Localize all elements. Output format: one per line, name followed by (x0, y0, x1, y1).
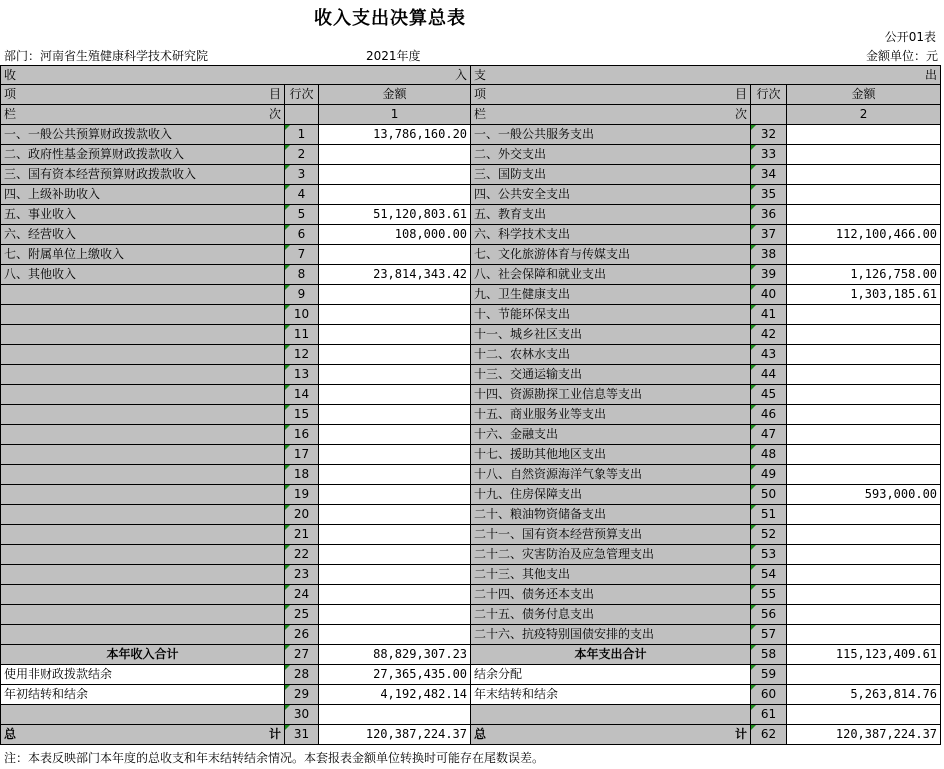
income-line-number[interactable]: 24 (285, 585, 319, 605)
income-line-number[interactable]: 1 (285, 125, 319, 145)
expense-line-number[interactable]: 49 (751, 465, 787, 485)
expense-item-name[interactable]: 十二、农林水支出 (471, 345, 751, 365)
income-amount[interactable] (319, 385, 471, 405)
expense-amount[interactable] (787, 165, 941, 185)
expense-item-name[interactable]: 二十三、其他支出 (471, 565, 751, 585)
income-amount[interactable] (319, 305, 471, 325)
ending-carryover-amount[interactable]: 5,263,814.76 (787, 685, 941, 705)
income-line-number[interactable]: 17 (285, 445, 319, 465)
income-amount[interactable] (319, 405, 471, 425)
expense-item-name[interactable]: 七、文化旅游体育与传媒支出 (471, 245, 751, 265)
expense-amount[interactable] (787, 385, 941, 405)
table-row (1, 525, 941, 545)
income-item-name[interactable] (1, 285, 285, 305)
expense-item-name[interactable]: 四、公共安全支出 (471, 185, 751, 205)
income-amount[interactable] (319, 325, 471, 345)
income-item-name[interactable] (1, 545, 285, 565)
table-row (1, 365, 941, 385)
expense-item-name[interactable]: 二十、粮油物资储备支出 (471, 505, 751, 525)
income-amount[interactable] (319, 145, 471, 165)
expense-line-number[interactable]: 52 (751, 525, 787, 545)
expense-line-number[interactable]: 38 (751, 245, 787, 265)
grand-total-right: 计 (268, 727, 281, 741)
income-amount[interactable]: 51,120,803.61 (319, 205, 471, 225)
surplus-distribution-amount[interactable] (787, 665, 941, 685)
expense-column-header[interactable] (471, 105, 751, 125)
income-amount[interactable] (319, 625, 471, 645)
grand-total-row (1, 725, 941, 745)
blank-expense-label[interactable] (471, 705, 751, 725)
carryover-row (1, 685, 941, 705)
income-amount[interactable] (319, 585, 471, 605)
expense-line-number[interactable]: 56 (751, 605, 787, 625)
expense-line-number[interactable]: 37 (751, 225, 787, 245)
expense-line-number[interactable]: 53 (751, 545, 787, 565)
income-amount[interactable] (319, 445, 471, 465)
amount-unit: 金额单位：元 (865, 49, 938, 63)
expense-amount[interactable]: 1,303,185.61 (787, 285, 941, 305)
income-item-name[interactable]: 五、事业收入 (1, 205, 285, 225)
income-item-name[interactable] (1, 465, 285, 485)
income-amount[interactable] (319, 565, 471, 585)
income-amount[interactable]: 13,786,160.20 (319, 125, 471, 145)
nonfiscal-label[interactable]: 使用非财政拨款结余 (1, 665, 285, 685)
expense-amount[interactable] (787, 445, 941, 465)
income-column-number[interactable]: 1 (319, 105, 471, 125)
income-item-name[interactable]: 三、国有资本经营预算财政拨款收入 (1, 165, 285, 185)
expense-amount[interactable] (787, 465, 941, 485)
income-item-name[interactable] (1, 405, 285, 425)
expense-line-number[interactable]: 41 (751, 305, 787, 325)
expense-item-name[interactable]: 二十四、债务还本支出 (471, 585, 751, 605)
footnote: 注：本表反映部门本年度的总收支和年末结转结余情况。本套报表金额单位转换时可能存在尾数误差。 (4, 751, 545, 765)
income-item-name[interactable] (1, 625, 285, 645)
income-line-number[interactable]: 10 (285, 305, 319, 325)
income-amount[interactable] (319, 185, 471, 205)
expense-lineno-header[interactable]: 行次 (751, 85, 787, 105)
income-line-number[interactable]: 16 (285, 425, 319, 445)
expense-amount[interactable] (787, 365, 941, 385)
blank-expense-amount[interactable] (787, 705, 941, 725)
income-item-name[interactable] (1, 305, 285, 325)
expense-item-name[interactable]: 二十二、灾害防治及应急管理支出 (471, 545, 751, 565)
expense-amount[interactable] (787, 305, 941, 325)
blank-expense-lineno[interactable]: 61 (751, 705, 787, 725)
table-row (1, 625, 941, 645)
expense-item-name[interactable]: 九、卫生健康支出 (471, 285, 751, 305)
column-header-left: 栏 (474, 107, 487, 121)
expense-item-name[interactable]: 十一、城乡社区支出 (471, 325, 751, 345)
income-item-name[interactable]: 六、经营收入 (1, 225, 285, 245)
table-row (1, 145, 941, 165)
income-line-number[interactable]: 11 (285, 325, 319, 345)
beginning-carryover-lineno[interactable]: 29 (285, 685, 319, 705)
item-header-left: 项 (4, 87, 17, 101)
income-header-left: 收 (4, 68, 17, 82)
income-line-number[interactable]: 21 (285, 525, 319, 545)
income-item-name[interactable]: 七、附属单位上缴收入 (1, 245, 285, 265)
expense-amount[interactable] (787, 325, 941, 345)
table-row (1, 225, 941, 245)
expense-header-left: 支 (474, 68, 487, 82)
nonfiscal-row (1, 665, 941, 685)
income-line-number[interactable]: 22 (285, 545, 319, 565)
income-item-header[interactable] (1, 85, 285, 105)
income-item-name[interactable]: 八、其他收入 (1, 265, 285, 285)
expense-item-name[interactable]: 十六、金融支出 (471, 425, 751, 445)
expense-amount[interactable] (787, 625, 941, 645)
year-expense-total-amount[interactable]: 115,123,409.61 (787, 645, 941, 665)
column-header-left: 栏 (4, 107, 17, 121)
blank-row (1, 705, 941, 725)
header-row-item (1, 85, 941, 105)
grand-total-left: 总 (4, 727, 17, 741)
income-amount[interactable] (319, 365, 471, 385)
table-row (1, 565, 941, 585)
blank-income-label[interactable] (1, 705, 285, 725)
income-line-number[interactable]: 4 (285, 185, 319, 205)
income-item-name[interactable] (1, 325, 285, 345)
ending-carryover-label[interactable]: 年末结转和结余 (471, 685, 751, 705)
expense-item-name[interactable]: 二、外交支出 (471, 145, 751, 165)
income-header-cell[interactable] (1, 66, 471, 85)
income-amount[interactable] (319, 465, 471, 485)
expense-item-name[interactable]: 十、节能环保支出 (471, 305, 751, 325)
expense-line-number[interactable]: 40 (751, 285, 787, 305)
expense-amount[interactable] (787, 205, 941, 225)
income-item-name[interactable]: 二、政府性基金预算财政拨款收入 (1, 145, 285, 165)
expense-amount[interactable] (787, 605, 941, 625)
fiscal-year: 2021年度 (366, 49, 421, 63)
grand-expense-total-label[interactable] (471, 725, 751, 745)
income-amount[interactable]: 108,000.00 (319, 225, 471, 245)
table-row (1, 185, 941, 205)
expense-item-name[interactable]: 二十五、债务付息支出 (471, 605, 751, 625)
income-amount[interactable] (319, 165, 471, 185)
expense-amount[interactable] (787, 525, 941, 545)
expense-item-name[interactable]: 十七、援助其他地区支出 (471, 445, 751, 465)
table-row (1, 465, 941, 485)
income-line-number[interactable]: 26 (285, 625, 319, 645)
table-row (1, 605, 941, 625)
table-row (1, 385, 941, 405)
expense-item-name[interactable]: 六、科学技术支出 (471, 225, 751, 245)
expense-item-name[interactable]: 一、一般公共服务支出 (471, 125, 751, 145)
item-header-right: 目 (268, 87, 281, 101)
year-income-total-lineno[interactable]: 27 (285, 645, 319, 665)
report-title: 收入支出决算总表 (314, 8, 466, 29)
income-line-number[interactable]: 19 (285, 485, 319, 505)
income-line-number[interactable]: 8 (285, 265, 319, 285)
table-row (1, 445, 941, 465)
expense-line-number[interactable]: 54 (751, 565, 787, 585)
income-line-number[interactable]: 9 (285, 285, 319, 305)
beginning-carryover-label[interactable]: 年初结转和结余 (1, 685, 285, 705)
expense-amount[interactable] (787, 185, 941, 205)
income-line-number[interactable]: 7 (285, 245, 319, 265)
income-item-name[interactable] (1, 485, 285, 505)
table-row (1, 125, 941, 145)
expense-line-number[interactable]: 33 (751, 145, 787, 165)
expense-amount[interactable] (787, 125, 941, 145)
expense-item-name[interactable]: 十三、交通运输支出 (471, 365, 751, 385)
income-item-name[interactable]: 四、上级补助收入 (1, 185, 285, 205)
item-header-left: 项 (474, 87, 487, 101)
expense-line-number[interactable]: 47 (751, 425, 787, 445)
column-header-right: 次 (735, 107, 748, 121)
nonfiscal-amount[interactable]: 27,365,435.00 (319, 665, 471, 685)
income-line-number[interactable]: 25 (285, 605, 319, 625)
expense-item-header[interactable] (471, 85, 751, 105)
expense-amount[interactable] (787, 585, 941, 605)
ending-carryover-lineno[interactable]: 60 (751, 685, 787, 705)
income-item-name[interactable]: 一、一般公共预算财政拨款收入 (1, 125, 285, 145)
expense-column-blank[interactable] (751, 105, 787, 125)
table-row (1, 345, 941, 365)
grand-income-total-lineno[interactable]: 31 (285, 725, 319, 745)
income-amount[interactable] (319, 245, 471, 265)
expense-header-cell[interactable] (471, 66, 941, 85)
expense-line-number[interactable]: 51 (751, 505, 787, 525)
year-total-row (1, 645, 941, 665)
expense-line-number[interactable]: 46 (751, 405, 787, 425)
year-expense-total-lineno[interactable]: 58 (751, 645, 787, 665)
sub-header (4, 47, 938, 65)
income-item-name[interactable] (1, 385, 285, 405)
expense-item-name[interactable]: 二十一、国有资本经营预算支出 (471, 525, 751, 545)
table-row (1, 245, 941, 265)
income-item-name[interactable] (1, 345, 285, 365)
table-row (1, 545, 941, 565)
expense-line-number[interactable]: 42 (751, 325, 787, 345)
income-column-header[interactable] (1, 105, 285, 125)
income-lineno-header[interactable]: 行次 (285, 85, 319, 105)
expense-amount[interactable] (787, 345, 941, 365)
expense-amount[interactable] (787, 425, 941, 445)
expense-amount[interactable] (787, 565, 941, 585)
expense-item-name[interactable]: 三、国防支出 (471, 165, 751, 185)
income-amount[interactable] (319, 505, 471, 525)
income-amount[interactable] (319, 425, 471, 445)
expense-item-name[interactable]: 十四、资源勘探工业信息等支出 (471, 385, 751, 405)
column-header-right: 次 (268, 107, 281, 121)
expense-line-number[interactable]: 57 (751, 625, 787, 645)
table-row (1, 425, 941, 445)
grand-income-total-amount[interactable]: 120,387,224.37 (319, 725, 471, 745)
income-line-number[interactable]: 6 (285, 225, 319, 245)
expense-header-right: 出 (925, 68, 938, 82)
expense-amount[interactable] (787, 545, 941, 565)
blank-income-lineno[interactable]: 30 (285, 705, 319, 725)
surplus-distribution-lineno[interactable]: 59 (751, 665, 787, 685)
year-income-total-label[interactable]: 本年收入合计 (1, 645, 285, 665)
table-row (1, 265, 941, 285)
income-line-number[interactable]: 3 (285, 165, 319, 185)
income-amount[interactable] (319, 545, 471, 565)
income-column-blank[interactable] (285, 105, 319, 125)
expense-column-number[interactable]: 2 (787, 105, 941, 125)
table-row (1, 485, 941, 505)
expense-item-name[interactable]: 二十六、抗疫特别国债安排的支出 (471, 625, 751, 645)
year-expense-total-label[interactable]: 本年支出合计 (471, 645, 751, 665)
table-row (1, 205, 941, 225)
expense-line-number[interactable]: 39 (751, 265, 787, 285)
grand-expense-total-lineno[interactable]: 62 (751, 725, 787, 745)
header-row-income-expense (1, 66, 941, 85)
expense-item-name[interactable]: 十八、自然资源海洋气象等支出 (471, 465, 751, 485)
expense-item-name[interactable]: 五、教育支出 (471, 205, 751, 225)
expense-line-number[interactable]: 50 (751, 485, 787, 505)
income-amount[interactable] (319, 605, 471, 625)
expense-item-name[interactable]: 八、社会保障和就业支出 (471, 265, 751, 285)
expense-amount-header[interactable]: 金额 (787, 85, 941, 105)
expense-amount[interactable]: 593,000.00 (787, 485, 941, 505)
expense-line-number[interactable]: 35 (751, 185, 787, 205)
expense-amount[interactable]: 1,126,758.00 (787, 265, 941, 285)
grand-income-total-label[interactable] (1, 725, 285, 745)
income-item-name[interactable] (1, 585, 285, 605)
beginning-carryover-amount[interactable]: 4,192,482.14 (319, 685, 471, 705)
income-line-number[interactable]: 23 (285, 565, 319, 585)
income-item-name[interactable] (1, 505, 285, 525)
blank-income-amount[interactable] (319, 705, 471, 725)
income-line-number[interactable]: 13 (285, 365, 319, 385)
expense-line-number[interactable]: 45 (751, 385, 787, 405)
income-item-name[interactable] (1, 565, 285, 585)
expense-line-number[interactable]: 34 (751, 165, 787, 185)
year-income-total-amount[interactable]: 88,829,307.23 (319, 645, 471, 665)
expense-item-name[interactable]: 十九、住房保障支出 (471, 485, 751, 505)
expense-amount[interactable] (787, 405, 941, 425)
nonfiscal-lineno[interactable]: 28 (285, 665, 319, 685)
income-line-number[interactable]: 15 (285, 405, 319, 425)
income-item-name[interactable] (1, 365, 285, 385)
grand-expense-total-amount[interactable]: 120,387,224.37 (787, 725, 941, 745)
table-row (1, 285, 941, 305)
income-amount[interactable] (319, 285, 471, 305)
income-amount[interactable] (319, 525, 471, 545)
income-line-number[interactable]: 2 (285, 145, 319, 165)
table-row (1, 325, 941, 345)
income-expense-table (0, 65, 941, 745)
income-line-number[interactable]: 5 (285, 205, 319, 225)
table-row (1, 305, 941, 325)
income-item-name[interactable] (1, 425, 285, 445)
surplus-distribution-label[interactable]: 结余分配 (471, 665, 751, 685)
income-line-number[interactable]: 18 (285, 465, 319, 485)
table-row (1, 585, 941, 605)
header-row-column (1, 105, 941, 125)
expense-item-name[interactable]: 十五、商业服务业等支出 (471, 405, 751, 425)
expense-line-number[interactable]: 44 (751, 365, 787, 385)
expense-line-number[interactable]: 43 (751, 345, 787, 365)
form-number: 公开01表 (884, 30, 936, 44)
table-row (1, 505, 941, 525)
income-item-name[interactable] (1, 605, 285, 625)
expense-amount[interactable]: 112,100,466.00 (787, 225, 941, 245)
income-amount[interactable]: 23,814,343.42 (319, 265, 471, 285)
department-label: 部门：河南省生殖健康科学技术研究院 (4, 49, 209, 63)
income-line-number[interactable]: 12 (285, 345, 319, 365)
table-row (1, 405, 941, 425)
expense-line-number[interactable]: 36 (751, 205, 787, 225)
expense-amount[interactable] (787, 145, 941, 165)
item-header-right: 目 (735, 87, 748, 101)
table-row (1, 165, 941, 185)
income-amount[interactable] (319, 345, 471, 365)
income-amount[interactable] (319, 485, 471, 505)
expense-amount[interactable] (787, 505, 941, 525)
income-line-number[interactable]: 14 (285, 385, 319, 405)
expense-line-number[interactable]: 32 (751, 125, 787, 145)
income-line-number[interactable]: 20 (285, 505, 319, 525)
grand-total-left: 总 (474, 727, 487, 741)
income-amount-header[interactable]: 金额 (319, 85, 471, 105)
expense-amount[interactable] (787, 245, 941, 265)
expense-line-number[interactable]: 55 (751, 585, 787, 605)
income-item-name[interactable] (1, 445, 285, 465)
expense-line-number[interactable]: 48 (751, 445, 787, 465)
grand-total-right: 计 (735, 727, 748, 741)
income-item-name[interactable] (1, 525, 285, 545)
income-header-right: 入 (455, 68, 468, 82)
